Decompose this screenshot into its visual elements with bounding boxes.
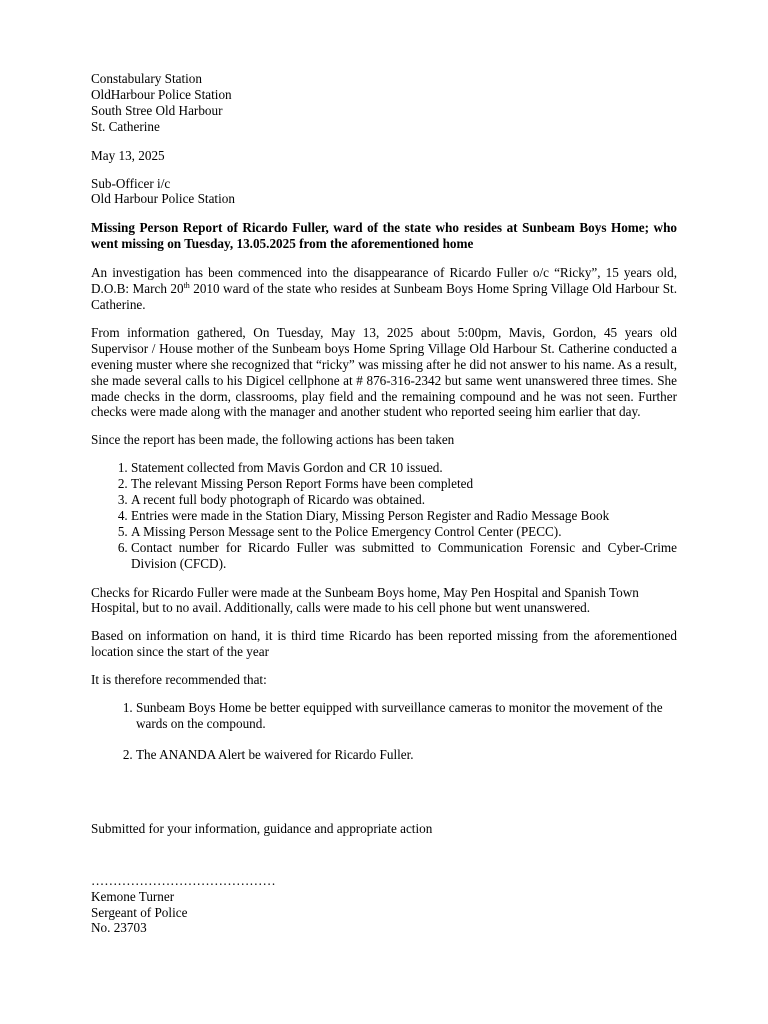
- subject-heading: Missing Person Report of Ricardo Fuller, ward of the state who resides at Sunbeam Boys Home; who went missing on Tuesday, 13.05.2025 from the aforementioned home: [91, 220, 677, 252]
- signatory-number: No. 23703: [91, 920, 147, 936]
- recipient-line: Sub-Officer i/c: [91, 175, 171, 191]
- signatory-name: Kemone Turner: [91, 888, 175, 904]
- ordinal-superscript: th: [183, 281, 190, 291]
- actions-intro: Since the report has been made, the following actions has been taken: [91, 432, 455, 448]
- history-paragraph: Based on information on hand, it is third time Ricardo has been reported missing from the aforementioned location since the start of the year: [91, 628, 677, 660]
- address-line: OldHarbour Police Station: [91, 86, 232, 102]
- list-item: 1. Statement collected from Mavis Gordon and CR 10 issued.: [131, 460, 677, 476]
- signature-line: ……………………………………: [91, 872, 276, 888]
- paragraph-text: An investigation has been commenced into the disappearance of Ricardo Fuller o/c “Ricky”, 15 years old, D.O.B: March 20: [91, 265, 677, 297]
- sender-address: [91, 71, 677, 135]
- checks-paragraph: Checks for Ricardo Fuller were made at the Sunbeam Boys home, May Pen Hospital and Spanish Town Hospital, but to no avail. Additionally, calls were made to his cell phone but went unanswered.: [91, 584, 639, 616]
- address-line: South Stree Old Harbour: [91, 102, 223, 118]
- closing-line: Submitted for your information, guidance and appropriate action: [91, 820, 433, 836]
- list-item: 6. Contact number for Ricardo Fuller was submitted to Communication Forensic and Cyber-Crime Division (CFCD).: [131, 540, 677, 572]
- list-item: 3. A recent full body photograph of Ricardo was obtained.: [131, 492, 677, 508]
- recipient-block: [91, 176, 677, 208]
- signatory-rank: Sergeant of Police: [91, 904, 188, 920]
- list-item: 1. Sunbeam Boys Home be better equipped with surveillance cameras to monitor the movement of the wards on the compound.: [136, 700, 677, 732]
- list-item: 2. The ANANDA Alert be waivered for Ricardo Fuller.: [136, 747, 677, 763]
- list-item: 2. The relevant Missing Person Report Forms have been completed: [131, 476, 677, 492]
- actions-list: [91, 460, 677, 571]
- investigation-paragraph: [91, 265, 677, 313]
- list-item: 5. A Missing Person Message sent to the Police Emergency Control Center (PECC).: [131, 524, 677, 540]
- signature-block: [91, 873, 677, 937]
- information-paragraph: From information gathered, On Tuesday, May 13, 2025 about 5:00pm, Mavis, Gordon, 45 years old Supervisor / House mother of the Sunbeam boys Home Spring Village Old Harbour St. Catherine conducted a evening muster where she recognized that “ricky” was missing after he did not answer to his name. As a result, she made several calls to his Digicel cellphone at # 876-316-2342 but same went unanswered three times. She made checks in the dorm, classrooms, play field and the remaining compound and he was not seen. Further checks were made along with the manager and another student who reported seeing him earlier that day.: [91, 324, 677, 420]
- recommendations-list: [91, 700, 677, 763]
- list-item: 4. Entries were made in the Station Diary, Missing Person Register and Radio Message Book: [131, 508, 677, 524]
- letter-date: May 13, 2025: [91, 147, 165, 163]
- paragraph-text: 2010 ward of the state who resides at Sunbeam Boys Home Spring Village Old Harbour St. Catherine.: [91, 281, 677, 312]
- letter: [91, 71, 677, 936]
- address-line: Constabulary Station: [91, 71, 202, 86]
- recipient-line: Old Harbour Police Station: [91, 191, 235, 207]
- address-line: St. Catherine: [91, 118, 160, 134]
- recommend-intro: It is therefore recommended that:: [91, 672, 267, 688]
